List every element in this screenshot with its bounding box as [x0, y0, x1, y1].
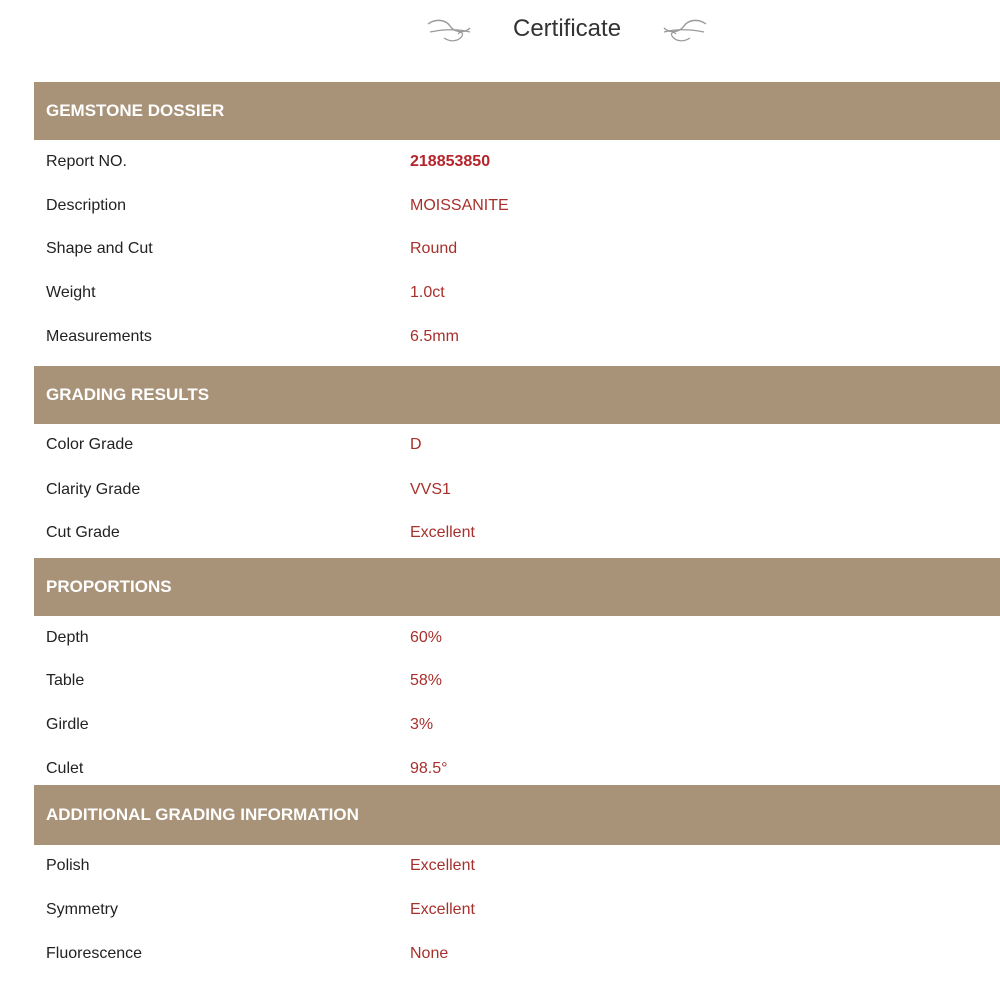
table-row-culet	[34, 748, 1000, 784]
row-label: Measurements	[46, 328, 152, 345]
row-value: 6.5mm	[410, 328, 459, 345]
table-row-description	[34, 185, 1000, 229]
row-value: 58%	[410, 672, 443, 689]
row-value: 218853850	[410, 153, 491, 170]
row-value: Excellent	[410, 857, 475, 874]
table-row-girdle	[34, 704, 1000, 748]
table-row-cut-grade	[34, 512, 1000, 556]
table-row-depth	[34, 617, 1000, 661]
table-row-report-no	[34, 141, 1000, 185]
row-value: Excellent	[410, 524, 475, 541]
section-title: ADDITIONAL GRADING INFORMATION	[46, 805, 359, 824]
row-label: Table	[46, 672, 85, 689]
row-label: Clarity Grade	[46, 481, 141, 498]
row-value: Round	[410, 240, 458, 257]
section-title: PROPORTIONS	[46, 577, 172, 596]
row-label: Weight	[46, 284, 96, 301]
section-title: GEMSTONE DOSSIER	[46, 101, 225, 120]
row-label: Cut Grade	[46, 524, 120, 541]
table-row-weight	[34, 272, 1000, 316]
right-flourish-icon	[660, 16, 710, 51]
row-value: Excellent	[410, 901, 475, 918]
row-label: Culet	[46, 760, 84, 777]
table-row-fluorescence	[34, 933, 1000, 977]
table-row-color-grade	[34, 424, 1000, 468]
row-label: Shape and Cut	[46, 240, 153, 257]
row-value: MOISSANITE	[410, 197, 509, 214]
table-row-shape-and-cut	[34, 228, 1000, 272]
row-value: 1.0ct	[410, 284, 445, 301]
row-label: Description	[46, 197, 127, 214]
row-value: 60%	[410, 629, 443, 646]
section-title: GRADING RESULTS	[46, 385, 210, 404]
page-header	[0, 0, 1000, 60]
row-label: Girdle	[46, 716, 89, 733]
row-label: Fluorescence	[46, 945, 143, 962]
row-label: Color Grade	[46, 436, 134, 453]
left-flourish-icon	[424, 16, 474, 51]
table-row-table	[34, 660, 1000, 704]
section-header-gemstone-dossier	[34, 82, 1000, 140]
row-value: 98.5°	[410, 760, 448, 777]
table-row-polish	[34, 845, 1000, 889]
section-header-proportions	[34, 558, 1000, 616]
table-row-measurements	[34, 316, 1000, 360]
row-label: Polish	[46, 857, 90, 874]
table-row-symmetry	[34, 889, 1000, 933]
row-value: VVS1	[410, 481, 451, 498]
row-value: D	[410, 436, 422, 453]
section-header-additional-grading-information	[34, 785, 1000, 845]
row-label: Depth	[46, 629, 89, 646]
row-value: 3%	[410, 716, 434, 733]
row-label: Report NO.	[46, 153, 127, 170]
row-value: None	[410, 945, 449, 962]
section-header-grading-results	[34, 366, 1000, 424]
table-row-clarity-grade	[34, 469, 1000, 513]
row-label: Symmetry	[46, 901, 118, 918]
page-title: Certificate	[513, 15, 622, 42]
